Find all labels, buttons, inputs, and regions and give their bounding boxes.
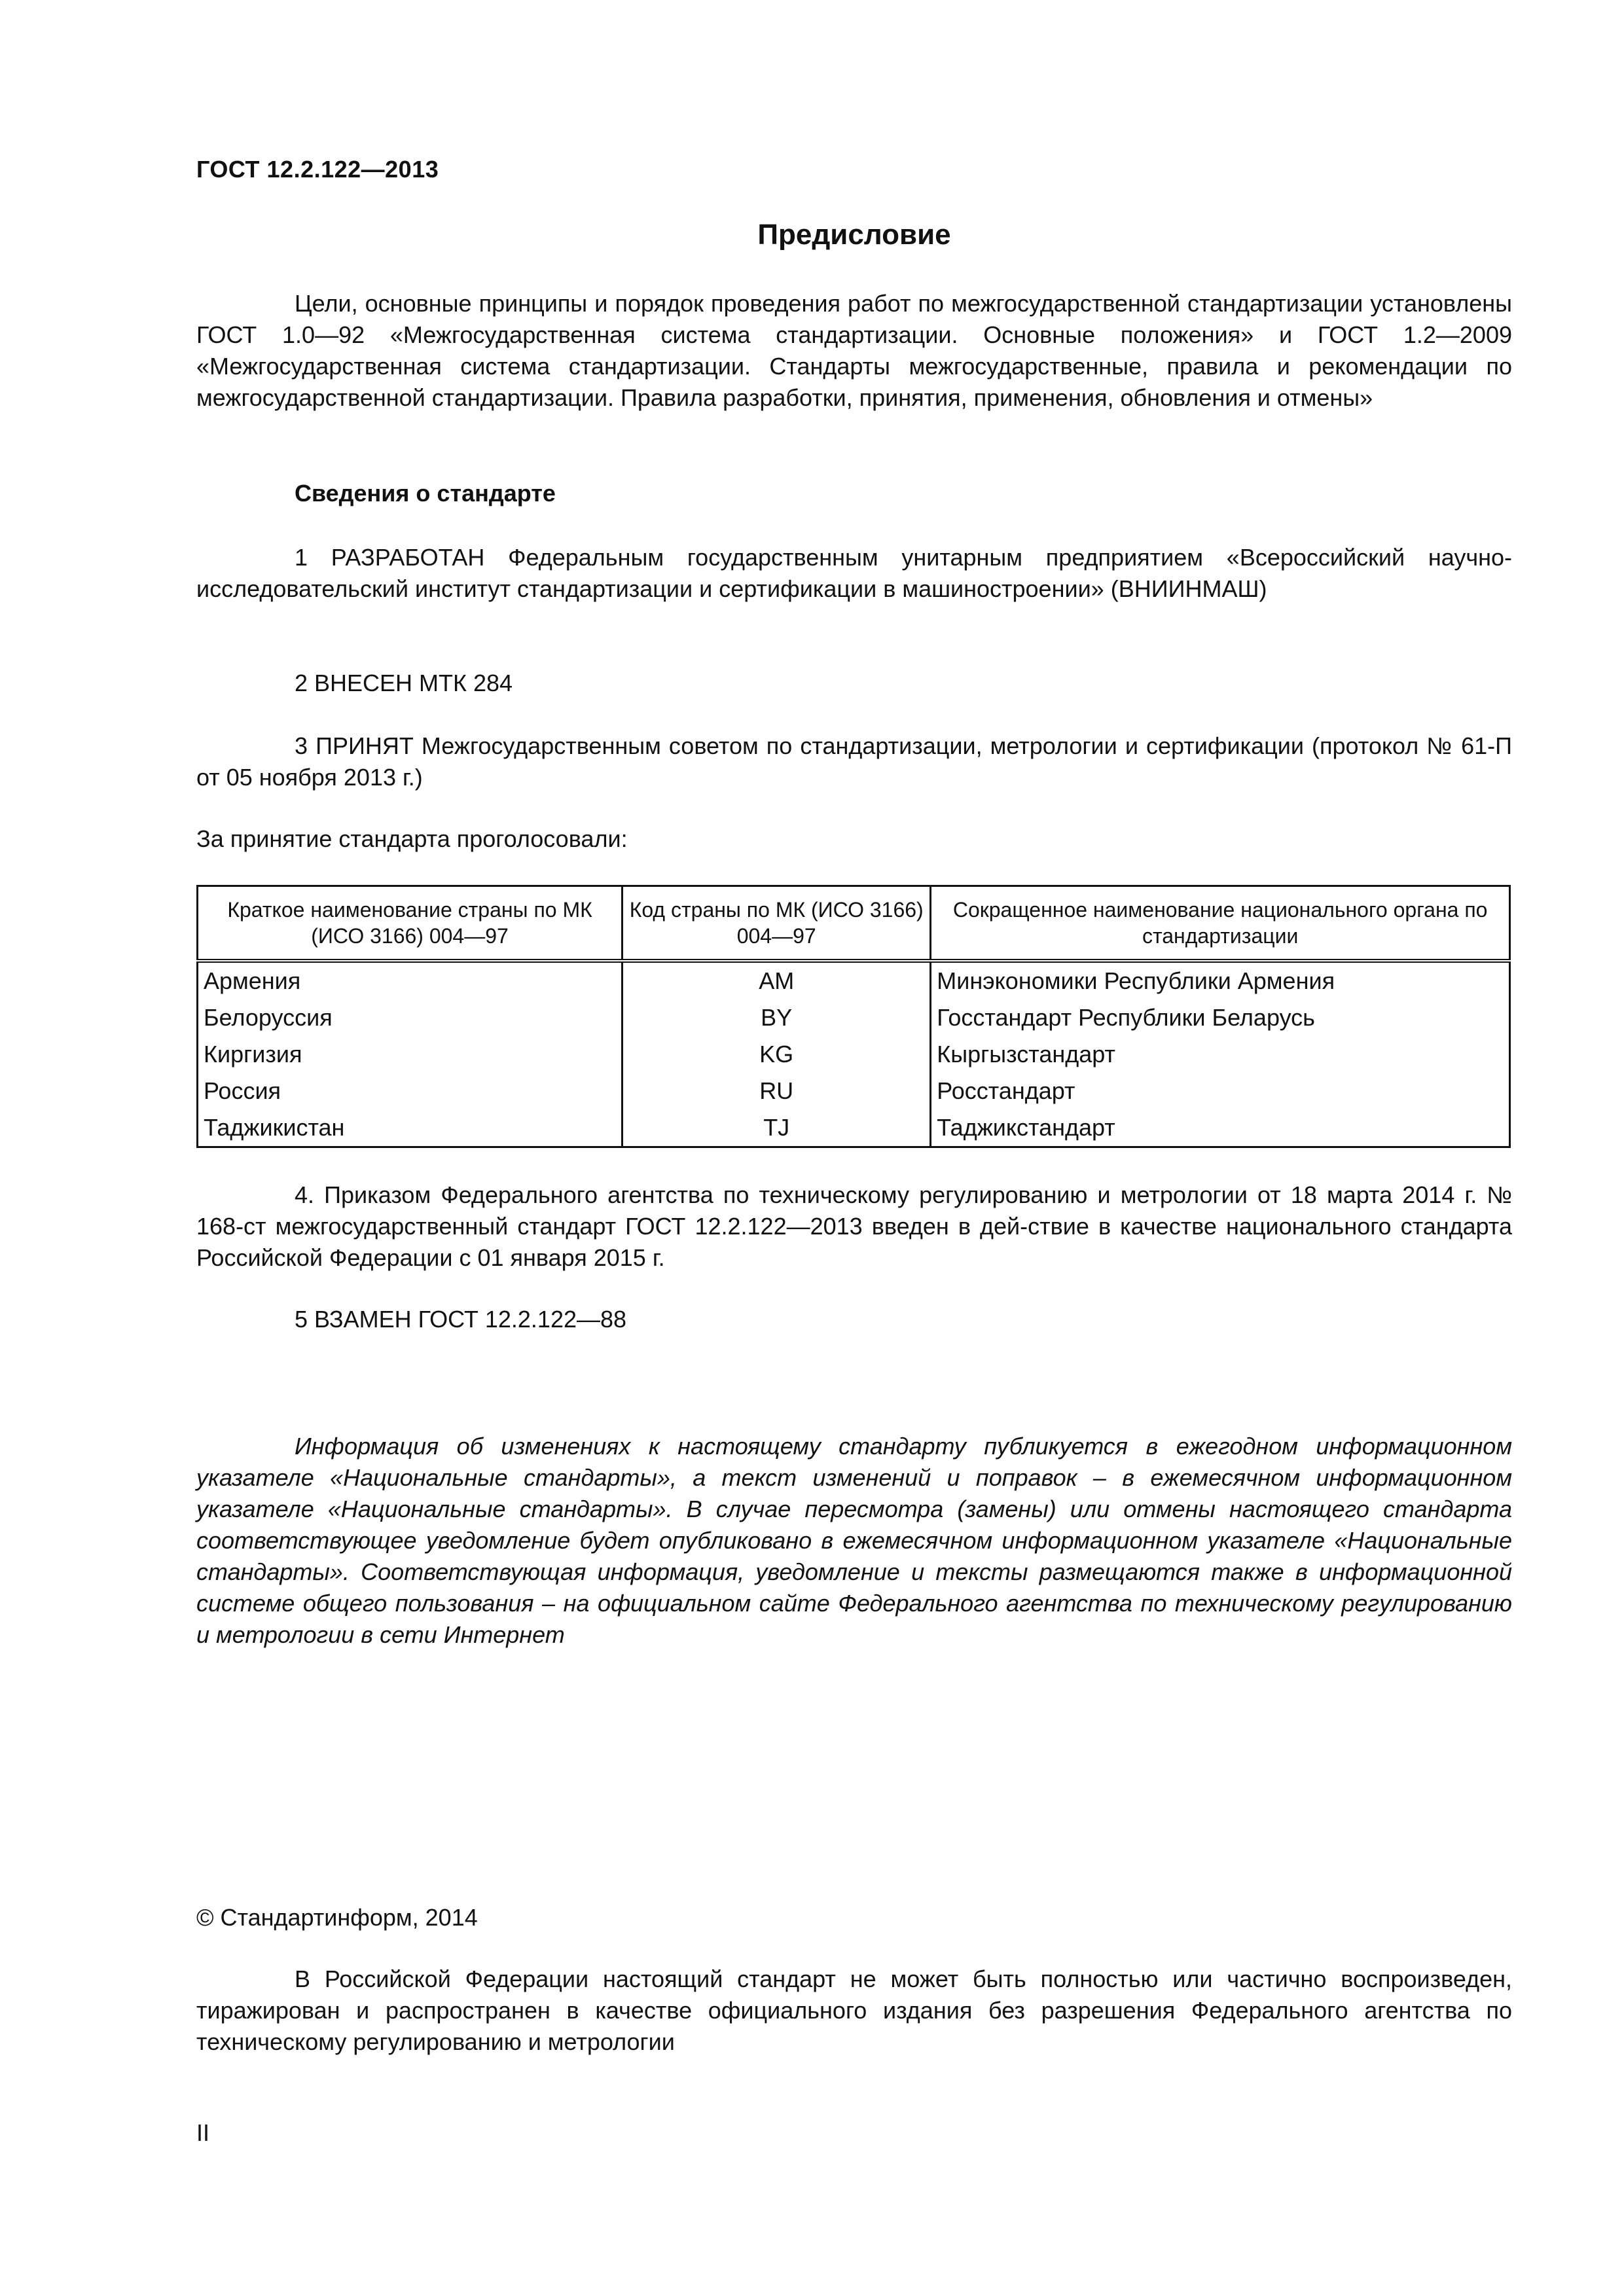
table-row <box>198 1109 1510 1147</box>
item-enacted-by: 4. Приказом Федерального агентства по техническому регулированию и метрологии от 18 марта 2014 г. № 168-ст межгосударственный стандарт ГОСТ 12.2.122—2013 введен в дей-ствие в качестве национального стандарта Российской Федерации с 01 января 2015 г. <box>196 1181 1512 1271</box>
document-number: ГОСТ 12.2.122—2013 <box>196 156 439 183</box>
country-name-cell: Белоруссия <box>198 999 623 1036</box>
item-adopted-by: 3 ПРИНЯТ Межгосударственным советом по стандартизации, метрологии и сертификации (протокол № 61-П от 05 ноября 2013 г.) <box>196 732 1512 791</box>
standards-body-cell: Минэкономики Республики Армения <box>931 961 1510 999</box>
standards-body-cell: Таджикстандарт <box>931 1109 1510 1147</box>
column-header-standards-body: Сокращенное наименование национального органа по стандартизации <box>931 886 1510 961</box>
standards-body-cell: Кыргызстандарт <box>931 1036 1510 1073</box>
column-header-country-name: Краткое наименование страны по МК (ИСО 3166) 004—97 <box>198 886 623 961</box>
column-header-country-code: Код страны по МК (ИСО 3166) 004—97 <box>623 886 931 961</box>
country-code-cell: RU <box>623 1073 931 1109</box>
country-name-cell: Армения <box>198 961 623 999</box>
table-row <box>198 1073 1510 1109</box>
info-heading-block <box>196 478 1512 509</box>
intro-paragraph: Цели, основные принципы и порядок проведения работ по межгосударственной стандартизации установлены ГОСТ 1.0—92 «Межгосударственная система стандартизации. Основные положения» и ГОСТ 1.2—2009 «Межгосударственная система стандартизации. Стандарты межгосударственные, правила и рекомендации по межгосударственной стандартизации. Правила разработки, принятия, применения, обновления и отмены» <box>196 290 1512 411</box>
table-row <box>198 1036 1510 1073</box>
item4-block <box>196 1179 1512 1274</box>
vote-intro-block <box>196 823 1512 855</box>
standards-body-cell: Госстандарт Республики Беларусь <box>931 999 1510 1036</box>
reproduction-restriction: В Российской Федерации настоящий стандарт не может быть полностью или частично воспроизведен, тиражирован и распространен в качестве официального издания без разрешения Федерального агентства по техническому регулированию и метрологии <box>196 1965 1512 2055</box>
restriction-block <box>196 1964 1512 2058</box>
intro-section <box>196 288 1512 414</box>
changes-notice: Информация об изменениях к настоящему стандарту публикуется в ежегодном информационном указателе «Национальные стандарты», а текст изменений и поправок – в ежемесячном информационном указателе «Национальные стандарты». В случае пересмотра (замены) или отмены настоящего стандарта соответствующее уведомление будет опубликовано в ежемесячном информационном указателе «Национальные стандарты». Соответствующая информация, уведомление и тексты размещаются также в информационной системе общего пользования – на официальном сайте Федерального агентства по техническому регулированию и метрологии в сети Интернет <box>196 1433 1512 1648</box>
item-replaces: 5 ВЗАМЕН ГОСТ 12.2.122—88 <box>295 1306 627 1333</box>
notice-block <box>196 1431 1512 1651</box>
copyright: © Стандартинформ, 2014 <box>196 1904 478 1931</box>
item-developed-by: 1 РАЗРАБОТАН Федеральным государственным унитарным предприятием «Всероссийский научно-исследовательский институт стандартизации и сертификации в машиностроении» (ВНИИНМАШ) <box>196 544 1512 602</box>
country-name-cell: Киргизия <box>198 1036 623 1073</box>
table-header-row <box>198 886 1510 961</box>
country-code-cell: TJ <box>623 1109 931 1147</box>
info-heading: Сведения о стандарте <box>295 480 556 507</box>
copyright-block <box>196 1902 1512 1933</box>
item3-block <box>196 730 1512 793</box>
country-name-cell: Таджикистан <box>198 1109 623 1147</box>
item2-block <box>196 668 1512 699</box>
table-row <box>198 961 1510 999</box>
vote-intro: За принятие стандарта проголосовали: <box>196 825 628 852</box>
item1-block <box>196 542 1512 605</box>
item5-block <box>196 1304 1512 1335</box>
country-code-cell: BY <box>623 999 931 1036</box>
country-code-cell: KG <box>623 1036 931 1073</box>
page-number: II <box>196 2119 210 2146</box>
country-code-cell: AM <box>623 961 931 999</box>
voting-table <box>196 885 1511 1148</box>
standards-body-cell: Росстандарт <box>931 1073 1510 1109</box>
item-submitted-by: 2 ВНЕСЕН МТК 284 <box>295 670 513 696</box>
country-name-cell: Россия <box>198 1073 623 1109</box>
page-title: Предисловие <box>757 219 951 251</box>
table-row <box>198 999 1510 1036</box>
